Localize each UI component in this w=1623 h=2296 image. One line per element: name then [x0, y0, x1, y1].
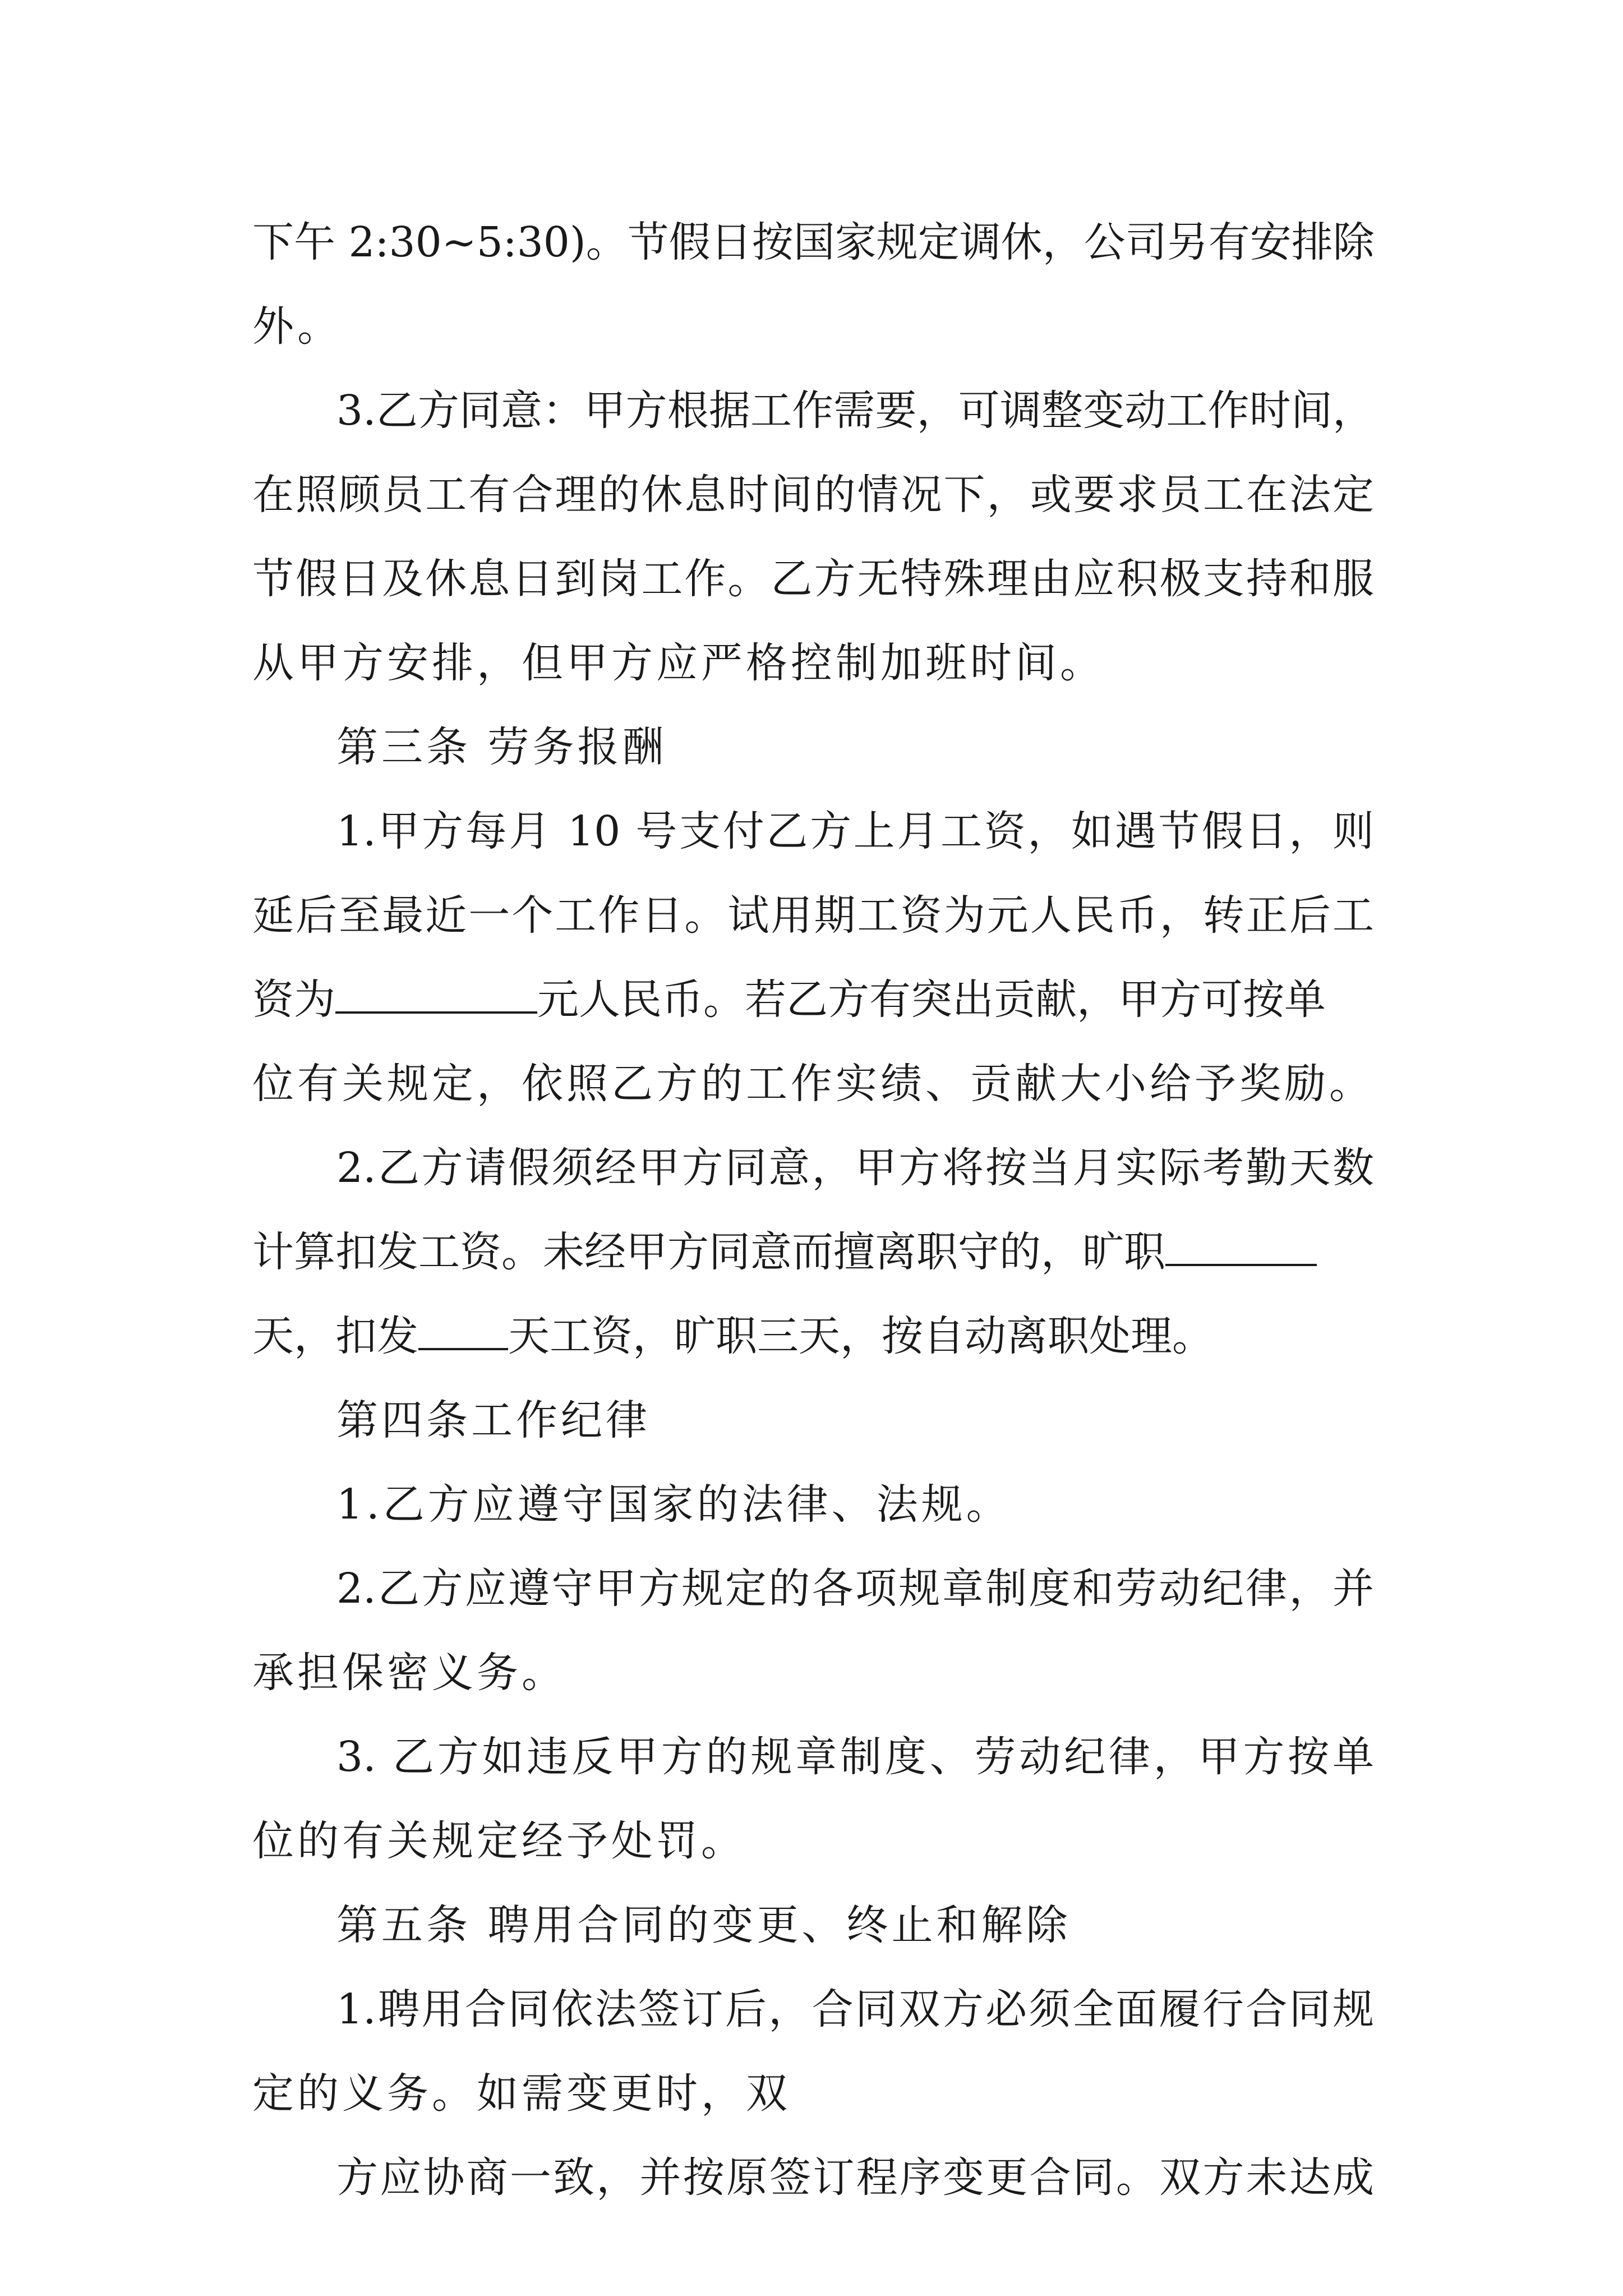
- line-text-suffix: 元人民币。若乙方有突出贡献，甲方可按单: [537, 976, 1326, 1024]
- paragraph-line: 3. 乙方如违反甲方的规章制度、劳动纪律，甲方按单: [336, 1733, 1374, 1781]
- paragraph-line: 1.甲方每月 10 号支付乙方上月工资，如遇节假日，则: [336, 807, 1374, 855]
- line-text-prefix: 天，扣发: [252, 1312, 418, 1360]
- paragraph-line: 3.乙方同意：甲方根据工作需要，可调整变动工作时间，: [336, 386, 1374, 435]
- line-text-suffix: 天工资，旷职三天，按自动离职处理。: [508, 1312, 1214, 1360]
- paragraph-line: 延后至最近一个工作日。试用期工资为元人民币，转正后工: [252, 891, 1374, 940]
- paragraph-line-with-blank: [252, 1224, 1374, 1280]
- paragraph-line: 定的义务。如需变更时，双: [252, 2069, 791, 2118]
- paragraph-line: 1.乙方应遵守国家的法律、法规。: [336, 1480, 1011, 1529]
- paragraph-line: 2.乙方应遵守甲方规定的各项规章制度和劳动纪律，并: [336, 1565, 1374, 1613]
- paragraph-line: 方应协商一致，并按原签订程序变更合同。双方未达成: [336, 2154, 1374, 2202]
- paragraph-line: 承担保密义务。: [252, 1649, 566, 1697]
- fill-in-blank: [1165, 1225, 1317, 1266]
- section-heading: 第五条 聘用合同的变更、终止和解除: [336, 1901, 1071, 1949]
- paragraph-line: 位有关规定，依照乙方的工作实绩、贡献大小给予奖励。: [252, 1060, 1374, 1108]
- paragraph-line: 从甲方安排，但甲方应严格控制加班时间。: [252, 639, 1105, 687]
- fill-in-blank: [418, 1309, 508, 1350]
- section-heading: 第三条 劳务报酬: [336, 723, 667, 771]
- fill-in-blank: [335, 972, 537, 1014]
- line-text-prefix: 资为: [252, 976, 335, 1024]
- paragraph-line: 在照顾员工有合理的休息时间的情况下，或要求员工在法定: [252, 471, 1374, 519]
- paragraph-line-with-blank: [252, 1308, 1374, 1364]
- paragraph-line: 外。: [252, 302, 342, 351]
- line-text: 计算扣发工资。未经甲方同意而擅离职守的，旷职: [252, 1228, 1165, 1276]
- paragraph-line: 位的有关规定经予处罚。: [252, 1817, 746, 1865]
- paragraph-line-with-blank: [252, 972, 1374, 1028]
- paragraph-line: 节假日及休息日到岗工作。乙方无特殊理由应积极支持和服: [252, 555, 1374, 603]
- paragraph-line: 1.聘用合同依法签订后，合同双方必须全面履行合同规: [336, 1985, 1374, 2033]
- paragraph-line: 下午 2:30~5:30)。节假日按国家规定调休，公司另有安排除: [252, 218, 1375, 266]
- section-heading: 第四条工作纪律: [336, 1396, 651, 1444]
- paragraph-line: 2.乙方请假须经甲方同意，甲方将按当月实际考勤天数: [336, 1144, 1374, 1192]
